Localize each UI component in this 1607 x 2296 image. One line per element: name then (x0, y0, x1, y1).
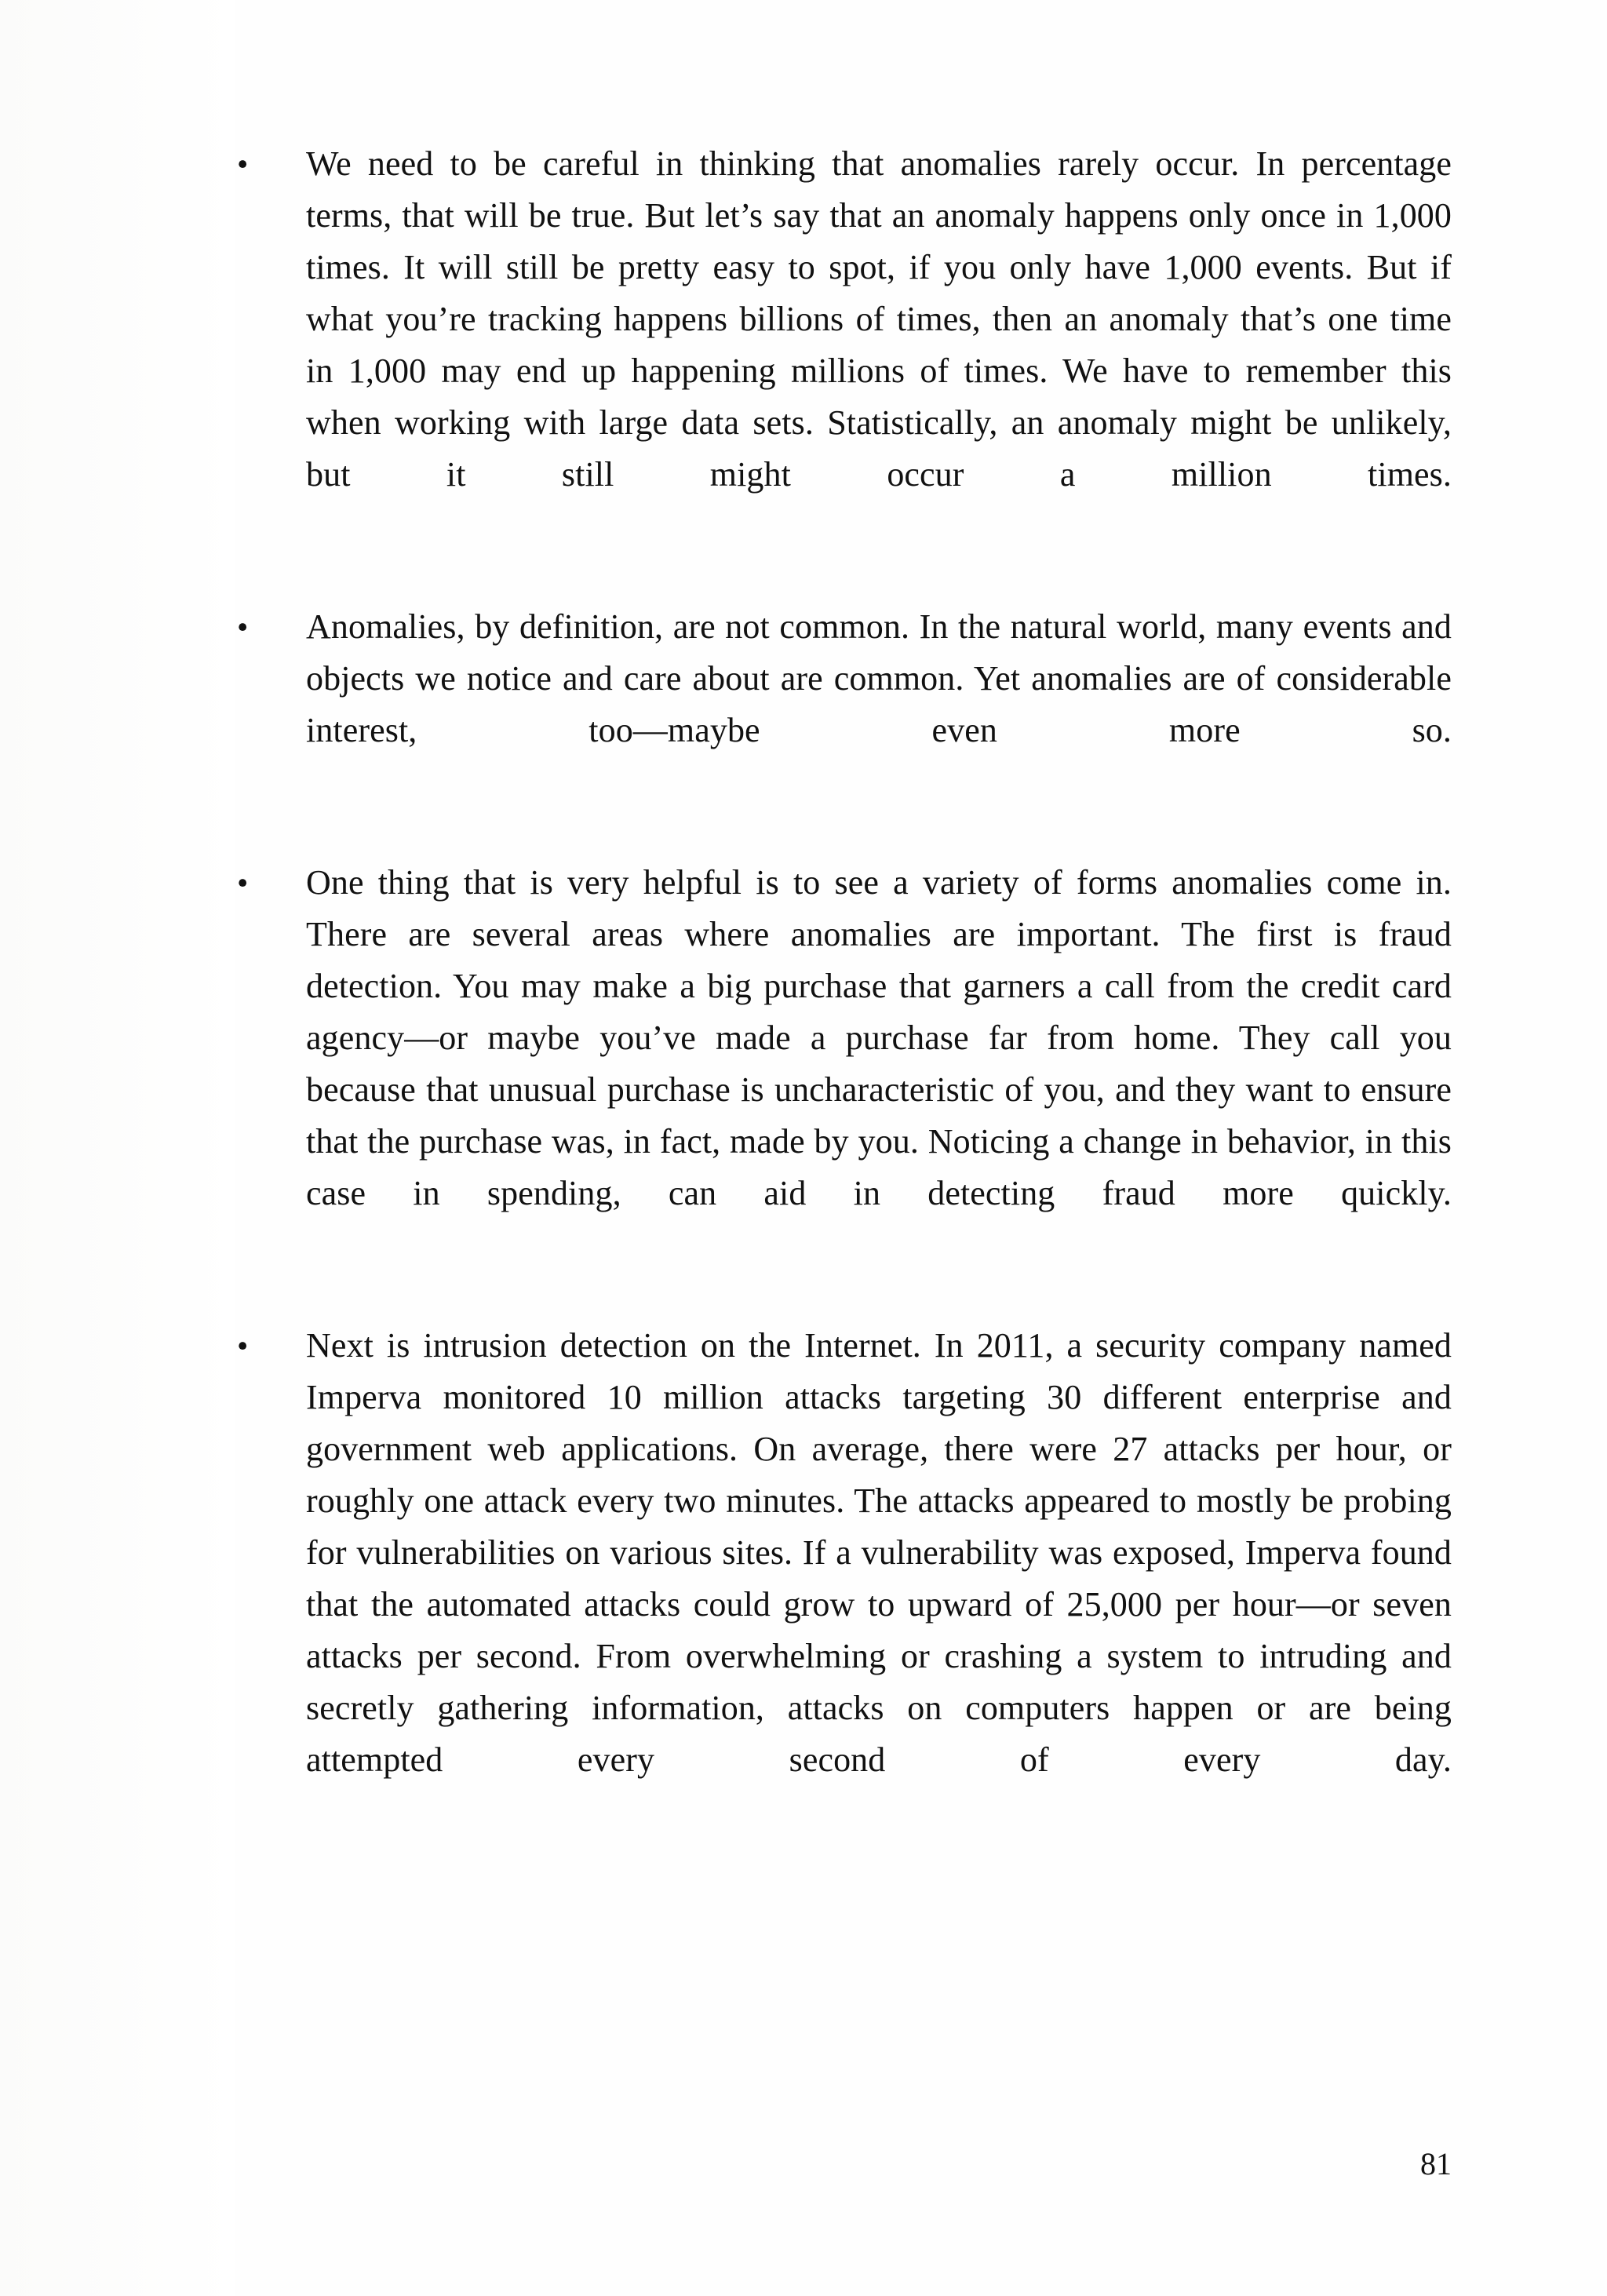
bullet-point-icon: • (237, 609, 249, 645)
paragraph-fraud-detection: One thing that is very helpful is to see a variety of forms anomalies come in. There are several areas where anomalies are important. The first is fraud detection. You may make a big purchase that garners a call from the credit card agency—or maybe you’ve made a purchase far from home. They call you because that unusual purchase is uncharacteristic of you, and they want to ensure that the purchase was, in fact, made by you. Noticing a change in behavior, in this case in spending, can aid in detecting fraud more quickly. (306, 863, 1452, 1212)
list-item (232, 601, 1452, 808)
bullet-point-icon: • (237, 865, 249, 901)
bullet-point-icon: • (237, 146, 249, 182)
page-body (232, 138, 1452, 1838)
paragraph-intrusion-detection: Next is intrusion detection on the Internet. In 2011, a security company named Imperva monitored 10 million attacks targeting 30 different enterprise and government web applications. On average, there were 27 attacks per hour, or roughly one attack every two minutes. The attacks appeared to mostly be probing for vulnerabilities on various sites. If a vulnerability was exposed, Imperva found that the automated attacks could grow to upward of 25,000 per hour—or seven attacks per second. From overwhelming or crashing a system to intruding and secretly gathering information, attacks on computers happen or are being attempted every second of every day. (306, 1326, 1452, 1779)
list-item (232, 1320, 1452, 1838)
bullet-point-icon: • (237, 1328, 249, 1364)
list-item (232, 138, 1452, 552)
page-number: 81 (1420, 2146, 1452, 2181)
paragraph-anomaly-frequency: We need to be careful in thinking that anomalies rarely occur. In percentage terms, that will be true. But let’s say that an anomaly happens only once in 1,000 times. It will still be pretty easy to spot, if you only have 1,000 events. But if what you’re tracking happens billions of times, then an anomaly that’s one time in 1,000 may end up happening millions of times. We have to remember this when working with large data sets. Statistically, an anomaly might be unlikely, but it still might occur a million times. (306, 144, 1452, 494)
list-item (232, 857, 1452, 1271)
paragraph-anomalies-not-common: Anomalies, by definition, are not common. In the natural world, many events and objects we notice and care about are common. Yet anomalies are of considerable interest, too—maybe even more so. (306, 607, 1452, 749)
